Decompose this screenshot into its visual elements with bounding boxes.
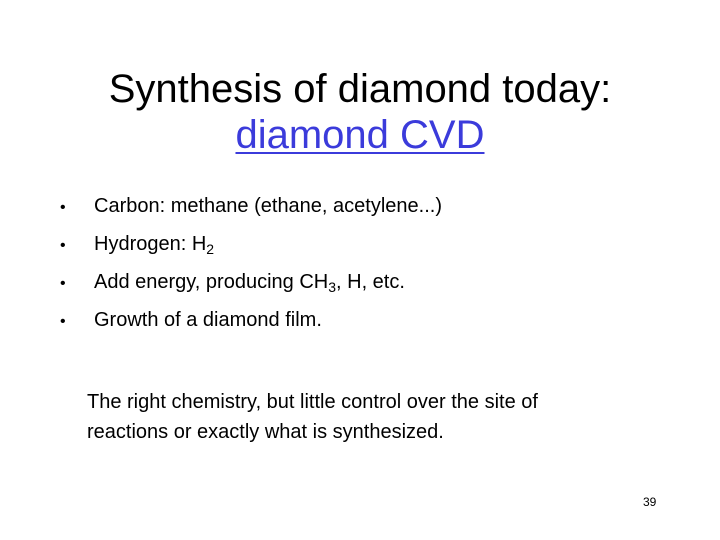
bullet-dot: • xyxy=(60,275,66,292)
bullet-subscript: 2 xyxy=(206,241,215,257)
bullet-text: Add energy, producing CH xyxy=(94,271,329,293)
title-link-diamond-cvd[interactable]: diamond CVD xyxy=(235,113,485,157)
slide-note xyxy=(87,387,687,447)
bullet-dot: • xyxy=(60,199,66,216)
page-number: 39 xyxy=(643,495,657,509)
bullet-item-carbon xyxy=(60,194,442,232)
bullet-text: Growth of a diamond film. xyxy=(94,309,322,331)
bullet-dot: • xyxy=(60,237,66,254)
bullet-list xyxy=(60,194,442,346)
slide-title xyxy=(40,66,680,158)
bullet-text: Hydrogen: H xyxy=(94,233,207,255)
note-line-1: The right chemistry, but little control over the site of xyxy=(87,391,538,413)
bullet-item-hydrogen xyxy=(60,232,442,270)
bullet-subscript: 3 xyxy=(328,279,337,295)
note-line-2: reactions or exactly what is synthesized. xyxy=(87,421,444,443)
bullet-text-suffix: , H, etc. xyxy=(336,271,405,293)
bullet-text: Carbon: methane (ethane, acetylene...) xyxy=(94,195,442,217)
title-line-1: Synthesis of diamond today: xyxy=(108,67,612,111)
bullet-item-growth xyxy=(60,308,442,346)
bullet-dot: • xyxy=(60,313,66,330)
bullet-item-energy xyxy=(60,270,442,308)
